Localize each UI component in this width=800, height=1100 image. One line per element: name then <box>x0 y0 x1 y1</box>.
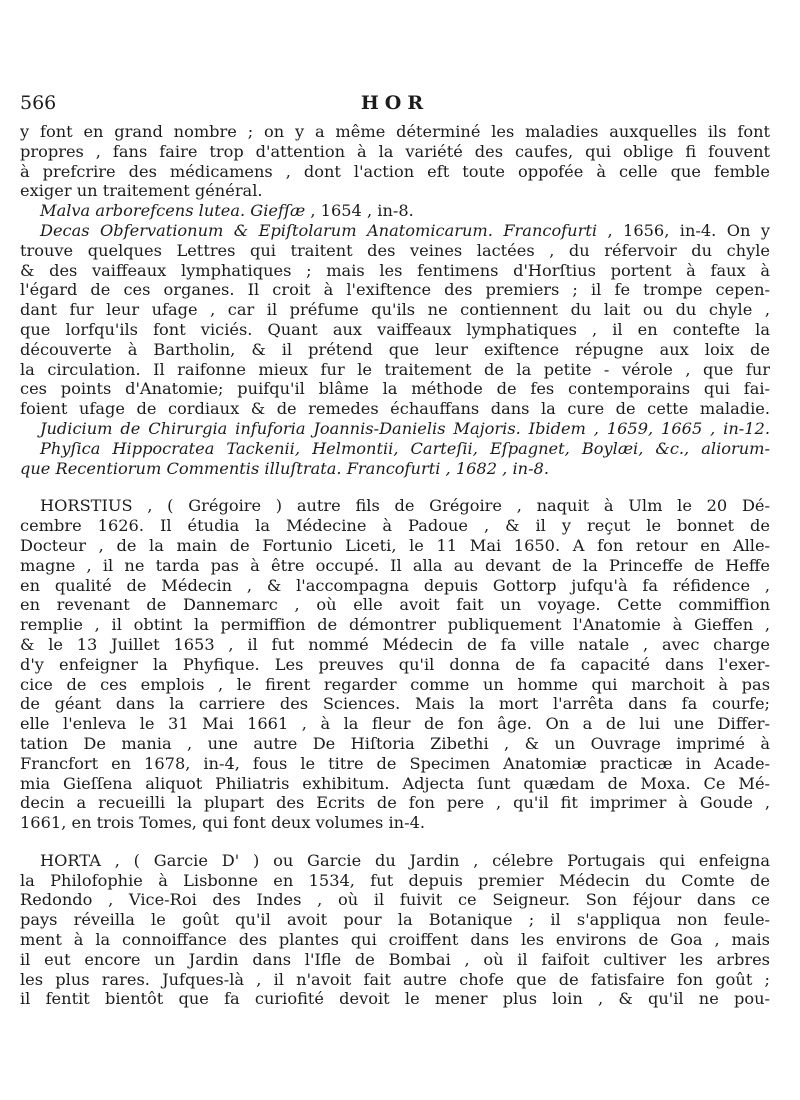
text-line: de géant dans la carriere des Sciences. Mais la mort l'arrêta dans fa courfe; <box>20 694 770 714</box>
text-line: magne , il ne tarda pas à être occupé. Il alla au devant de la Princeffe de Heffe <box>20 555 770 575</box>
text-line: il fentit bientôt que fa curiofité devoit le mener plus loin , & qu'il ne pou- <box>20 989 770 1009</box>
entry-horstius <box>20 496 770 833</box>
text-line: 1661, en trois Tomes, qui font deux volumes in-4. <box>20 813 426 833</box>
reference-title: Malva arborefcens lutea. Giefſæ <box>40 201 306 221</box>
reference-physica-cont <box>20 459 770 479</box>
text-line: trouve quelques Lettres qui traitent des veines lactées , du réfervoir du chyle <box>20 240 770 260</box>
reference-title: que Recentiorum Commentis illuſtrata. Francofurti , 1682 , in-8. <box>20 458 549 478</box>
text-line: foient ufage de cordiaux & de remedes échauffans dans la cure de cette maladie. <box>20 399 770 419</box>
text-line: decin a recueilli la plupart des Ecrits de fon pere , qu'il fit imprimer à Goude , <box>20 793 770 813</box>
entry-heading-line: HORTA , ( Garcie D' ) ou Garcie du Jardin , célebre Portugais qui enfeigna <box>40 850 770 870</box>
reference-physica <box>20 439 770 459</box>
text-line: en revenant de Dannemarc , où elle avoit fait un voyage. Cette commiffion <box>20 595 770 615</box>
text-line: l'égard de ces organes. Il croit à l'exiftence des premiers ; il fe trompe cepen- <box>20 280 770 300</box>
continuation-paragraph <box>20 122 770 201</box>
text-line: Francfort en 1678, in-4, fous le titre de Specimen Anatomiæ practicæ in Acade- <box>20 753 770 773</box>
text-line: dant fur leur ufage , car il préfume qu'ils ne contiennent du lait ou du chyle , <box>20 300 770 320</box>
text-line: découverte à Bartholin, & il prétend que leur exiftence répugne aux loix de <box>20 339 770 359</box>
paragraph-gap <box>20 833 770 851</box>
text-line: elle l'enleva le 31 Mai 1661 , à la fleur de fon âge. On a de lui une Differ- <box>20 714 770 734</box>
text-line: remplie , il obtint la permiffion de démontrer publiquement l'Anatomie à Gieffen , <box>20 615 770 635</box>
text-line: les plus rares. Jufques-là , il n'avoit fait autre chofe que de fatisfaire fon goût ; <box>20 969 770 989</box>
text-line: propres , fans faire trop d'attention à la variété des caufes, qui oblige fi fouvent <box>20 141 770 161</box>
text-line: cembre 1626. Il étudia la Médecine à Padoue , & il y reçut le bonnet de <box>20 516 770 536</box>
text-line: la circulation. Il raifonne mieux fur le traitement de la petite - vérole , que fur <box>20 359 770 379</box>
text-line: Docteur , de la main de Fortunio Liceti, le 11 Mai 1650. A fon retour en Alle- <box>20 535 770 555</box>
text-line: d'y enfeigner la Phyfique. Les preuves qu'il donna de fa capacité dans l'exer- <box>20 654 770 674</box>
text-line: y font en grand nombre ; on y a même déterminé les maladies auxquelles ils font <box>20 122 770 141</box>
text-line: ment à la connoiffance des plantes qui croiffent dans les environs de Goa , mais <box>20 930 770 950</box>
reference-decas <box>20 221 770 241</box>
text-line: il eut encore un Jardin dans l'Ifle de Bombai , où il faifoit cultiver les arbres <box>20 949 770 969</box>
reference-malva <box>20 201 770 221</box>
reference-title: Phyſica Hippocratea Tackenii, Helmontii, Carteſii, Eſpagnet, Boylæi, &c., aliorum- <box>40 438 770 458</box>
reference-title: Decas Obfervationum & Epiſtolarum Anatomicarum. Francofurti <box>40 220 598 240</box>
entry-horta <box>20 851 770 1009</box>
reference-title: Judicium de Chirurgia infuforia Joannis-Danielis Majoris. Ibidem , 1659, 1665 , in-12. <box>40 418 770 438</box>
text-line: en qualité de Médecin , & l'accompagna depuis Gottorp jufqu'à fa réfidence , <box>20 575 770 595</box>
body-text <box>20 122 770 1009</box>
text-line: pays réveilla le goût qu'il avoit pour la Botanique ; il s'appliqua non feule- <box>20 910 770 930</box>
text-line: la Philofophie à Lisbonne en 1534, fut depuis premier Médecin du Comte de <box>20 870 770 890</box>
text-line: mia Gieſſena aliquot Philiatris exhibitum. Adjecta ſunt quædam de Moxa. Ce Mé- <box>20 773 770 793</box>
entry-heading-line: HORSTIUS , ( Grégoire ) autre fils de Grégoire , naquit à Ulm le 20 Dé- <box>40 496 770 516</box>
text-line: à prefcrire des médicamens , dont l'action eft toute oppofée à celle que femble <box>20 161 770 181</box>
text-line: tation De mania , une autre De Hiſtoria Zibethi , & un Ouvrage imprimé à <box>20 733 770 753</box>
page-header <box>20 92 770 122</box>
text-line: exiger un traitement général. <box>20 181 263 201</box>
paragraph-gap <box>20 478 770 496</box>
text-line: cice de ces emplois , le firent regarder comme un homme qui marchoit à pas <box>20 674 770 694</box>
reference-detail: , 1654 , in-8. <box>310 201 414 221</box>
bibliography-block <box>20 201 770 478</box>
text-line: que lorfqu'ils font viciés. Quant aux vaiffeaux lymphatiques , il en contefte la <box>20 319 770 339</box>
running-head: HOR <box>360 92 430 114</box>
reference-judicium <box>20 419 770 439</box>
reference-detail: , 1656, in-4. On y <box>607 220 771 240</box>
text-line: & le 13 Juillet 1653 , il fut nommé Médecin de fa ville natale , avec charge <box>20 634 770 654</box>
text-line: Redondo , Vice-Roi des Indes , où il fuivit ce Seigneur. Son féjour dans ce <box>20 890 770 910</box>
text-line: & des vaiffeaux lymphatiques ; mais les fentimens d'Horſtius portent à faux à <box>20 260 770 280</box>
text-line: ces points d'Anatomie; puifqu'il blâme la méthode de fes contemporains qui fai- <box>20 379 770 399</box>
page-number: 566 <box>20 92 57 114</box>
